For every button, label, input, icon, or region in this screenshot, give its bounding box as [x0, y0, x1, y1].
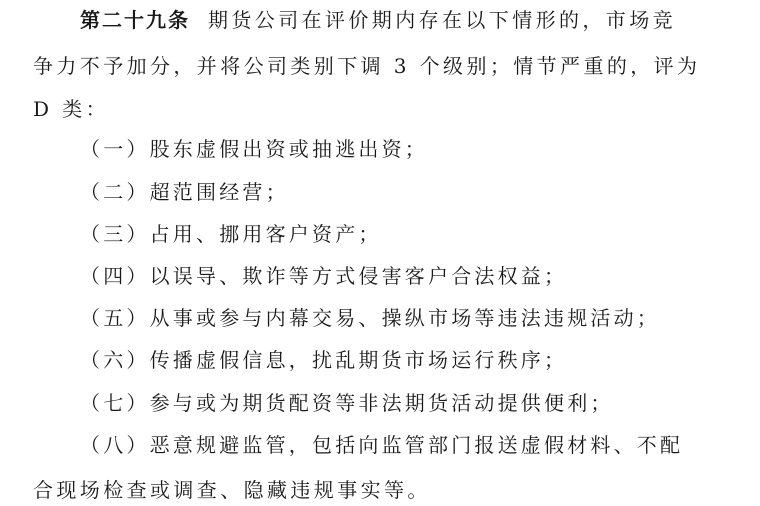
article-intro-line-2: 争力不予加分，并将公司类别下调 3 个级别；情节严重的，评为 — [33, 54, 701, 78]
article-intro-line-3: D 类： — [33, 97, 109, 121]
list-item: （八）恶意规避监管，包括向监管部门报送虚假材料、不配 — [80, 433, 684, 457]
list-item: （一）股东虚假出资或抽逃出资； — [80, 137, 428, 161]
list-item-continuation: 合现场检查或调查、隐藏违规事实等。 — [33, 478, 431, 502]
list-item: （五）从事或参与内幕交易、操纵市场等违法违规活动； — [80, 306, 660, 330]
article-heading-line — [80, 8, 676, 32]
article-intro-text: 期货公司在评价期内存在以下情形的，市场竞 — [208, 8, 676, 32]
article-number: 第二十九条 — [80, 8, 190, 32]
list-item: （三）占用、挪用客户资产； — [80, 222, 382, 246]
list-item: （二）超范围经营； — [80, 180, 289, 204]
list-item: （四）以误导、欺诈等方式侵害客户合法权益； — [80, 264, 568, 288]
list-item: （六）传播虚假信息，扰乱期货市场运行秩序； — [80, 348, 568, 372]
list-item: （七）参与或为期货配资等非法期货活动提供便利； — [80, 391, 614, 415]
